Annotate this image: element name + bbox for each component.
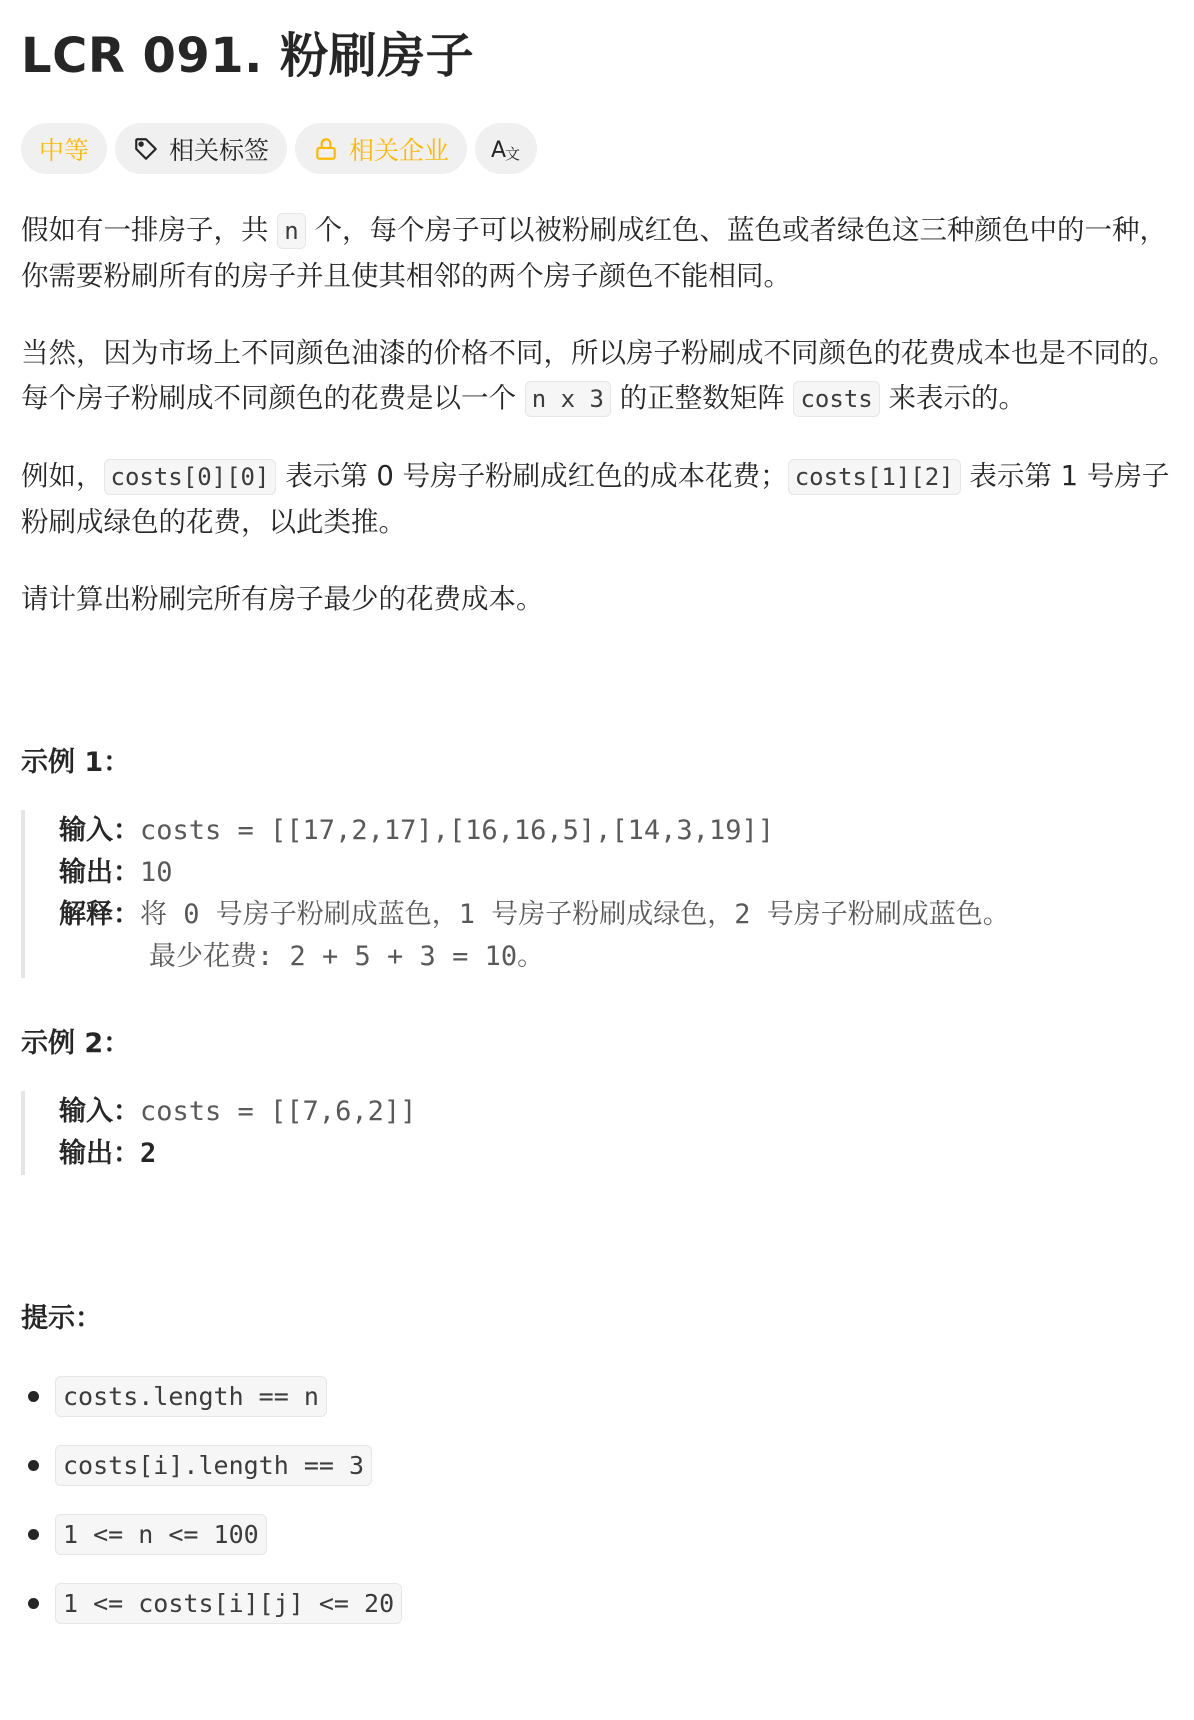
list-item — [21, 1362, 402, 1431]
text: 表示第 1 号房子粉刷成绿色的花费，以此类推。 — [21, 460, 1170, 538]
output-value: 2 — [140, 1138, 157, 1169]
output-value: 10 — [140, 857, 173, 888]
inline-code: costs.length == n — [55, 1376, 327, 1417]
related-tags-button[interactable] — [115, 123, 287, 174]
inline-code: costs[0][0] — [104, 459, 277, 495]
constraints-heading: 提示： — [21, 1303, 102, 1334]
input-label: 输入： — [59, 815, 140, 846]
text: 来表示的。 — [879, 382, 1026, 414]
output-label: 输出： — [59, 857, 140, 888]
description-paragraph — [21, 454, 1176, 545]
problem-description — [21, 208, 1176, 622]
description-paragraph — [21, 331, 1176, 422]
inline-code: 1 <= n <= 100 — [55, 1514, 267, 1555]
inline-code: n x 3 — [525, 381, 611, 417]
inline-code: costs[1][2] — [788, 459, 961, 495]
translate-button[interactable] — [475, 123, 537, 174]
difficulty-badge[interactable]: 中等 — [21, 123, 107, 174]
text: 个，每个房子可以被粉刷成红色、蓝色或者绿色这三种颜色中的一种，你需要粉刷所有的房子并且使其相邻的两个房子颜色不能相同。 — [21, 214, 1167, 292]
explain-text: 最少花费: 2 + 5 + 3 = 10。 — [149, 941, 545, 972]
related-companies-button[interactable] — [295, 123, 467, 174]
text: 例如， — [21, 460, 104, 492]
example-2-block — [21, 1091, 1171, 1175]
text: 假如有一排房子，共 — [21, 214, 278, 246]
input-label: 输入： — [59, 1096, 140, 1127]
output-label: 输出： — [59, 1138, 140, 1169]
inline-code: costs — [793, 381, 879, 417]
tag-bar — [21, 123, 537, 174]
related-companies-label: 相关企业 — [349, 135, 450, 165]
list-item — [21, 1431, 402, 1500]
explain-text: 将 0 号房子粉刷成蓝色，1 号房子粉刷成绿色，2 号房子粉刷成蓝色。 — [140, 899, 1010, 930]
lock-icon — [313, 136, 339, 162]
text: 表示第 0 号房子粉刷成红色的成本花费； — [276, 460, 788, 492]
problem-title: LCR 091. 粉刷房子 — [21, 28, 475, 84]
explain-label: 解释： — [59, 899, 140, 930]
constraints-list — [21, 1362, 402, 1638]
text: 当然，因为市场上不同颜色油漆的价格不同，所以房子粉刷成不同颜色的花费成本也是不同的。每个房子粉刷成不同颜色的花费是以一个 — [21, 337, 1176, 414]
list-item — [21, 1569, 402, 1638]
example-1-heading: 示例 1： — [21, 747, 131, 778]
svg-text:A: A — [491, 137, 507, 162]
example-2-heading: 示例 2： — [21, 1028, 131, 1059]
inline-code: 1 <= costs[i][j] <= 20 — [55, 1583, 402, 1624]
related-tags-label: 相关标签 — [169, 135, 270, 165]
input-value: costs = [[17,2,17],[16,16,5],[14,3,19]] — [140, 815, 774, 846]
text: 的正整数矩阵 — [611, 382, 794, 414]
description-paragraph — [21, 208, 1176, 299]
input-value: costs = [[7,6,2]] — [140, 1096, 417, 1127]
tag-icon — [133, 136, 159, 162]
inline-code: n — [277, 213, 305, 249]
list-item — [21, 1500, 402, 1569]
svg-text:文: 文 — [505, 144, 521, 162]
translate-icon — [491, 136, 521, 162]
inline-code: costs[i].length == 3 — [55, 1445, 372, 1486]
description-paragraph: 请计算出粉刷完所有房子最少的花费成本。 — [21, 583, 544, 615]
example-1-block — [21, 810, 1171, 978]
